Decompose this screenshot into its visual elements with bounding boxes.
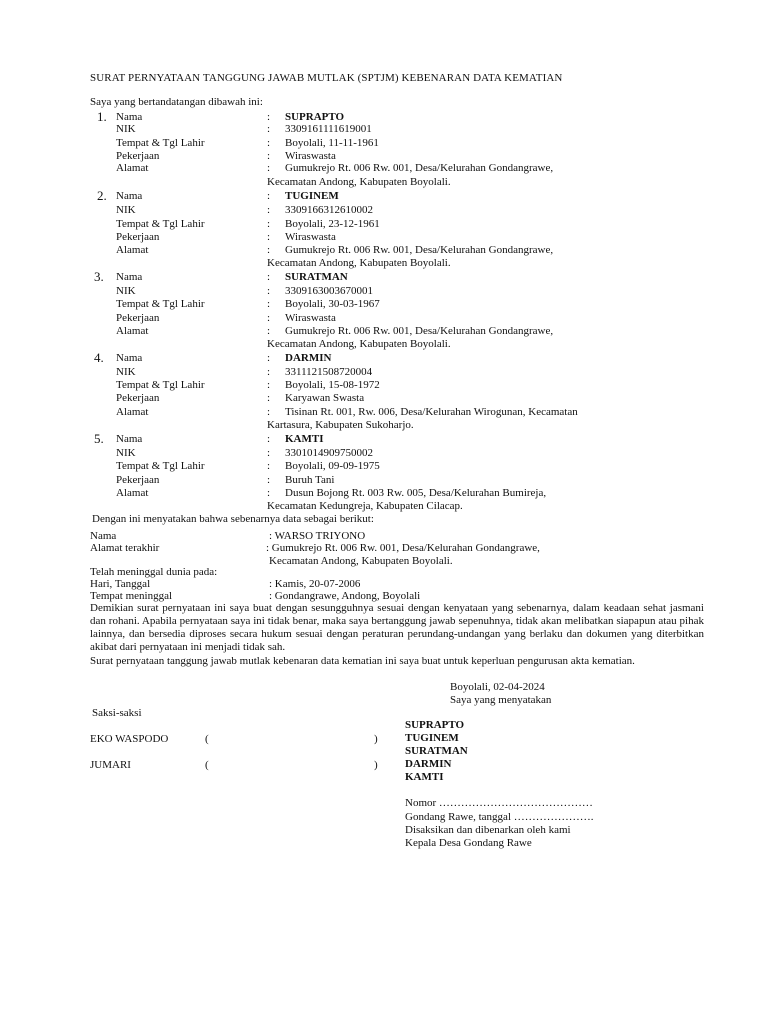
signer-name: KAMTI	[405, 771, 444, 783]
person-alamat-line1: Dusun Bojong Rt. 003 Rw. 005, Desa/Kelurahan Bumireja,	[285, 487, 547, 499]
person-name: DARMIN	[285, 352, 332, 364]
deceased-address-line2: Kecamatan Andong, Kabupaten Boyolali.	[269, 555, 453, 567]
died-intro: Telah meninggal dunia pada:	[90, 566, 218, 578]
person-ttl: Boyolali, 30-03-1967	[285, 298, 380, 310]
label-pekerjaan: Pekerjaan	[116, 474, 160, 486]
label-ttl: Tempat & Tgl Lahir	[116, 298, 205, 310]
signer-name: DARMIN	[405, 758, 452, 770]
colon: :	[267, 352, 271, 364]
label-alamat: Alamat	[116, 325, 149, 337]
colon: :	[267, 137, 271, 149]
person-nik: 3301014909750002	[285, 447, 373, 459]
label-ttl: Tempat & Tgl Lahir	[116, 460, 205, 472]
person-alamat-line2: Kartasura, Kabupaten Sukoharjo.	[267, 419, 414, 431]
place-date: Boyolali, 02-04-2024	[450, 681, 545, 693]
label-alamat: Alamat	[116, 406, 149, 418]
label-alamat: Alamat	[116, 162, 149, 174]
label-nama: Nama	[116, 190, 143, 202]
label-nama: Nama	[116, 271, 143, 283]
person-number: 3.	[94, 269, 104, 284]
colon: :	[267, 218, 271, 230]
person-name: KAMTI	[285, 433, 324, 445]
witness-signature-close: )	[374, 733, 378, 745]
died-day-label: Hari, Tanggal	[90, 578, 151, 590]
deceased-name-label: Nama	[90, 530, 117, 542]
person-nik: 3309166312610002	[285, 204, 373, 216]
colon: :	[267, 111, 271, 123]
signer-name: TUGINEM	[405, 732, 459, 744]
person-ttl: Boyolali, 23-12-1961	[285, 218, 380, 230]
colon: :	[267, 244, 271, 256]
person-alamat-line2: Kecamatan Andong, Kabupaten Boyolali.	[267, 338, 451, 350]
village-tanggal: Gondang Rawe, tanggal ………………….	[405, 811, 594, 823]
statement-intro: Dengan ini menyatakan bahwa sebenarnya data sebagai berikut:	[92, 513, 374, 525]
person-name: SUPRAPTO	[285, 111, 345, 123]
deceased-address-label: Alamat terakhir	[90, 542, 160, 554]
label-nik: NIK	[116, 285, 136, 297]
colon: :	[267, 406, 271, 418]
document-title: SURAT PERNYATAAN TANGGUNG JAWAB MUTLAK (SPTJM) KEBENARAN DATA KEMATIAN	[90, 72, 563, 84]
village-head-title: Kepala Desa Gondang Rawe	[405, 837, 532, 849]
label-nik: NIK	[116, 123, 136, 135]
colon: :	[267, 487, 271, 499]
person-alamat-line1: Gumukrejo Rt. 006 Rw. 001, Desa/Kelurahan Gondangrawe,	[285, 244, 554, 256]
colon: :	[267, 204, 271, 216]
label-alamat: Alamat	[116, 244, 149, 256]
died-place-value: : Gondangrawe, Andong, Boyolali	[269, 590, 421, 602]
label-nama: Nama	[116, 111, 143, 123]
person-number: 1.	[97, 109, 107, 124]
person-alamat-line2: Kecamatan Kedungreja, Kabupaten Cilacap.	[267, 500, 463, 512]
colon: :	[267, 162, 271, 174]
label-ttl: Tempat & Tgl Lahir	[116, 218, 205, 230]
person-ttl: Boyolali, 11-11-1961	[285, 137, 379, 149]
person-pekerjaan: Wiraswasta	[285, 231, 336, 243]
died-place-label: Tempat meninggal	[90, 590, 173, 602]
witness-signature-close: )	[374, 759, 378, 771]
colon: :	[267, 460, 271, 472]
label-pekerjaan: Pekerjaan	[116, 312, 160, 324]
signer-name: SURATMAN	[405, 745, 468, 757]
label-alamat: Alamat	[116, 487, 149, 499]
person-nik: 3309161111619001	[285, 123, 372, 135]
witness-signature-open: (	[205, 759, 209, 771]
person-number: 5.	[94, 431, 104, 446]
colon: :	[267, 285, 271, 297]
person-ttl: Boyolali, 15-08-1972	[285, 379, 380, 391]
colon: :	[267, 474, 271, 486]
closing-paragraph-2: Surat pernyataan tanggung jawab mutlak kebenaran data kematian ini saya buat untuk keperluan pengurusan akta kematian.	[90, 655, 635, 667]
person-alamat-line2: Kecamatan Andong, Kabupaten Boyolali.	[267, 176, 451, 188]
label-nik: NIK	[116, 366, 136, 378]
person-number: 2.	[97, 188, 107, 203]
label-nik: NIK	[116, 204, 136, 216]
label-pekerjaan: Pekerjaan	[116, 231, 160, 243]
person-pekerjaan: Karyawan Swasta	[285, 392, 365, 404]
intro-text: Saya yang bertandatangan dibawah ini:	[90, 96, 263, 108]
person-nik: 3311121508720004	[285, 366, 373, 378]
person-alamat-line1: Tisinan Rt. 001, Rw. 006, Desa/Kelurahan Wirogunan, Kecamatan	[285, 406, 578, 418]
village-disaksikan: Disaksikan dan dibenarkan oleh kami	[405, 824, 571, 836]
died-day-value: : Kamis, 20-07-2006	[269, 578, 361, 590]
person-pekerjaan: Wiraswasta	[285, 150, 336, 162]
colon: :	[267, 190, 271, 202]
deceased-name-value: : WARSO TRIYONO	[269, 530, 366, 542]
label-ttl: Tempat & Tgl Lahir	[116, 137, 205, 149]
colon: :	[267, 123, 271, 135]
colon: :	[267, 325, 271, 337]
colon: :	[267, 366, 271, 378]
signer-name: SUPRAPTO	[405, 719, 465, 731]
label-pekerjaan: Pekerjaan	[116, 150, 160, 162]
colon: :	[267, 231, 271, 243]
person-ttl: Boyolali, 09-09-1975	[285, 460, 380, 472]
label-ttl: Tempat & Tgl Lahir	[116, 379, 205, 391]
colon: :	[267, 298, 271, 310]
declarant-label: Saya yang menyatakan	[450, 694, 552, 706]
colon: :	[267, 379, 271, 391]
person-alamat-line2: Kecamatan Andong, Kabupaten Boyolali.	[267, 257, 451, 269]
person-alamat-line1: Gumukrejo Rt. 006 Rw. 001, Desa/Kelurahan Gondangrawe,	[285, 162, 554, 174]
colon: :	[267, 447, 271, 459]
colon: :	[267, 433, 271, 445]
person-nik: 3309163003670001	[285, 285, 373, 297]
colon: :	[267, 271, 271, 283]
witnesses-label: Saksi-saksi	[92, 707, 142, 719]
closing-paragraph-1: Demikian surat pernyataan ini saya buat dengan sesungguhnya sesuai dengan kenyataan yang sebenarnya, dalam keadaan sehat jasmani dan rohani. Apabila pernyataan saya ini tidak benar, maka saya bertanggung jawab sepenuhnya, tidak akan melibatkan siapapun atau pihak lainnya, dan bersedia diproses secara hukum sesuai dengan peraturan perundang-undangan yang berlaku dan dokumen yang diterbitkan akibat dari pernyataan ini menjadi tidak sah.	[90, 602, 704, 653]
label-nik: NIK	[116, 447, 136, 459]
witness-signature-open: (	[205, 733, 209, 745]
witness-name: JUMARI	[90, 759, 131, 771]
person-number: 4.	[94, 350, 104, 365]
label-pekerjaan: Pekerjaan	[116, 392, 160, 404]
village-nomor: Nomor ……………………………………	[405, 797, 593, 809]
person-pekerjaan: Wiraswasta	[285, 312, 336, 324]
person-name: TUGINEM	[285, 190, 339, 202]
deceased-address-line1: : Gumukrejo Rt. 006 Rw. 001, Desa/Kelurahan Gondangrawe,	[266, 542, 540, 554]
label-nama: Nama	[116, 352, 143, 364]
colon: :	[267, 312, 271, 324]
person-pekerjaan: Buruh Tani	[285, 474, 335, 486]
colon: :	[267, 150, 271, 162]
witness-name: EKO WASPODO	[90, 733, 169, 745]
colon: :	[267, 392, 271, 404]
label-nama: Nama	[116, 433, 143, 445]
person-name: SURATMAN	[285, 271, 348, 283]
person-alamat-line1: Gumukrejo Rt. 006 Rw. 001, Desa/Kelurahan Gondangrawe,	[285, 325, 554, 337]
